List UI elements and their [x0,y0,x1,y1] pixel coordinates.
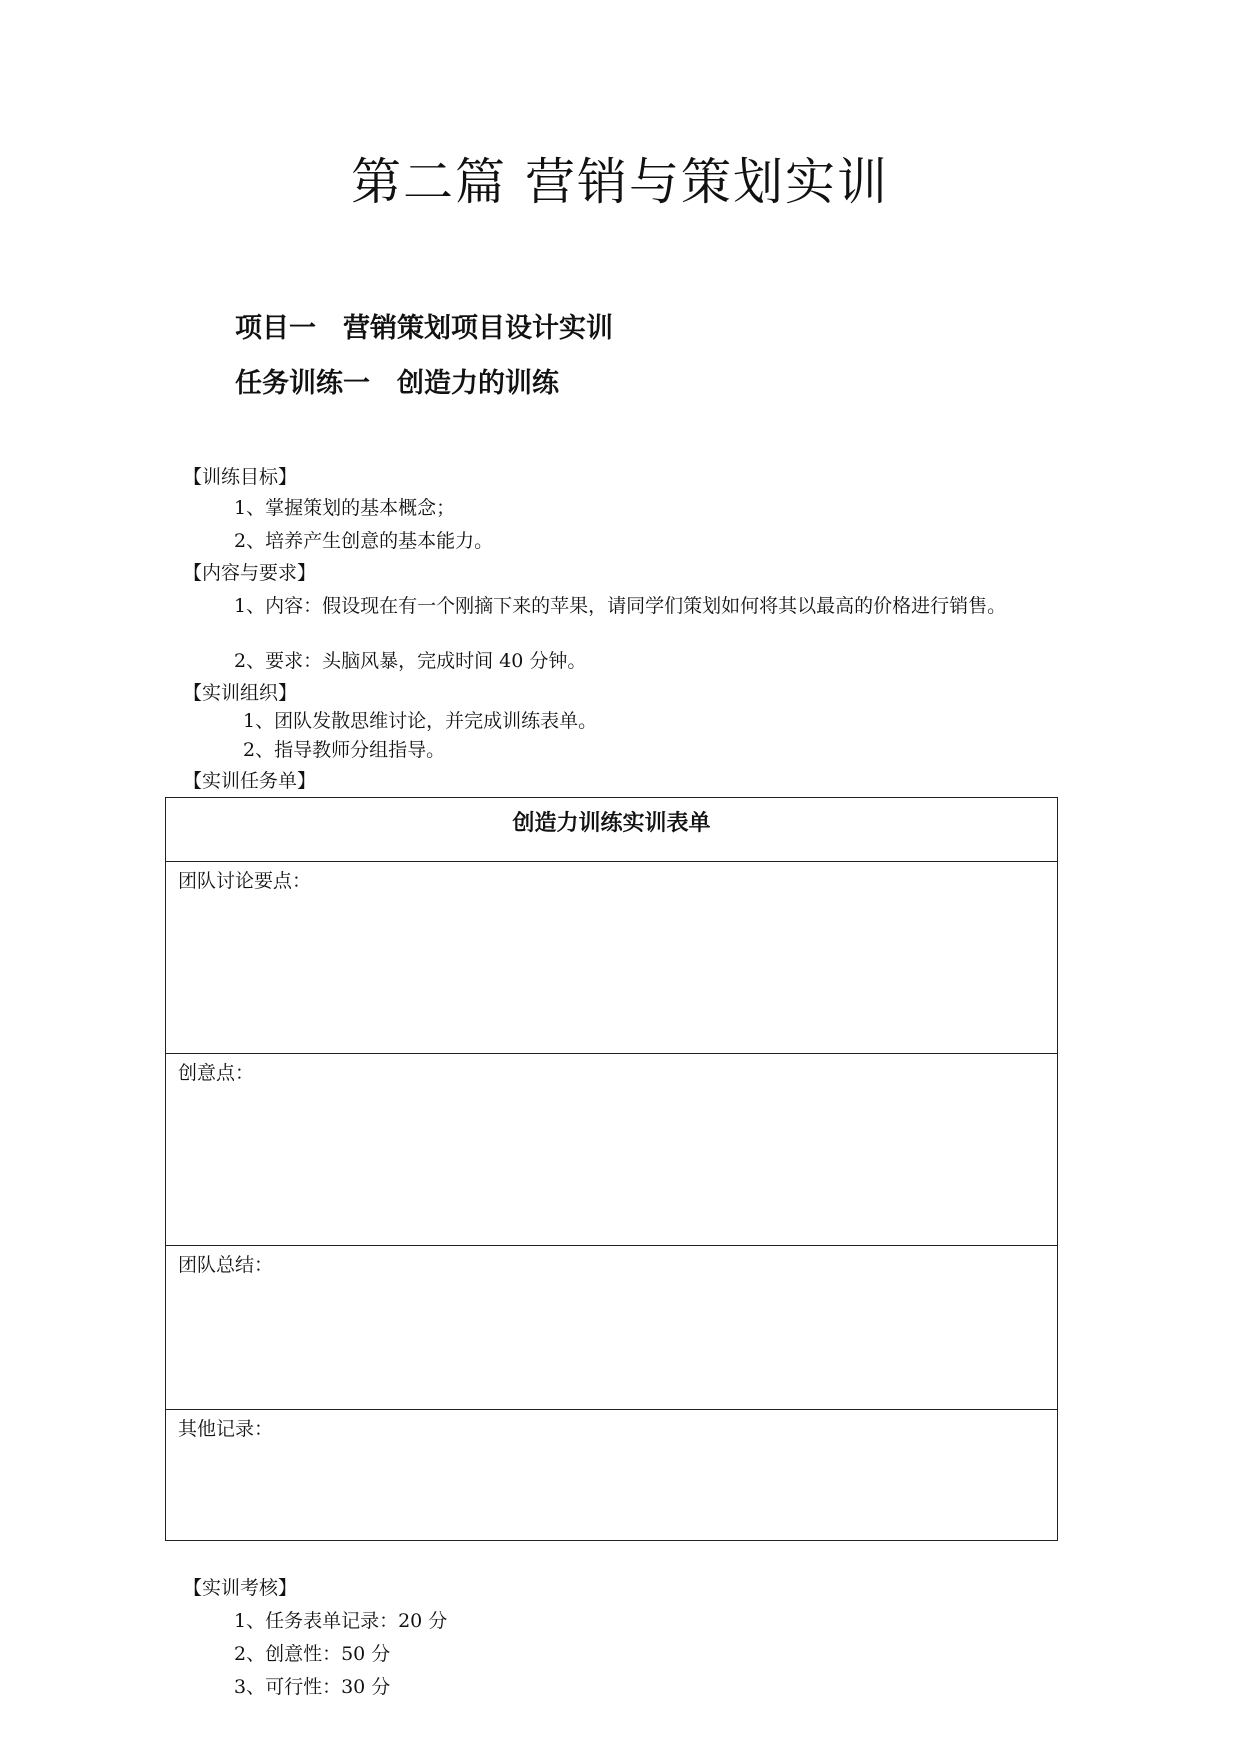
objectives-label: 【训练目标】 [183,466,298,488]
form-field-other-label: 其他记录： [178,1418,274,1440]
task-heading: 任务训练一 创造力的训练 [235,368,559,399]
form-row-ideas [166,1054,1057,1246]
form-row-other [166,1410,1057,1540]
form-field-discussion-label: 团队讨论要点： [178,870,312,892]
objective-item-2: 2、培养产生创意的基本能力。 [234,530,494,552]
page-title: 第二篇 营销与策划实训 [351,153,889,211]
project-heading: 项目一 营销策划项目设计实训 [235,313,613,344]
content-item-1: 1、内容：假设现在有一个刚摘下来的苹果，请同学们策划如何将其以最高的价格进行销售。 [234,595,1007,617]
organization-item-2: 2、指导教师分组指导。 [243,739,446,761]
objective-item-1: 1、掌握策划的基本概念； [234,497,456,519]
assessment-item-1: 1、任务表单记录：20 分 [234,1610,448,1632]
form-row-summary [166,1246,1057,1410]
assessment-item-3: 3、可行性：30 分 [234,1676,391,1698]
organization-label: 【实训组织】 [183,682,298,704]
organization-item-1: 1、团队发散思维讨论，并完成训练表单。 [243,710,598,732]
task-sheet-label: 【实训任务单】 [183,770,317,792]
form-row-discussion [166,862,1057,1054]
form-title: 创造力训练实训表单 [512,811,711,836]
form-title-row [166,798,1057,862]
form-field-summary-label: 团队总结： [178,1254,274,1276]
form-field-ideas-label: 创意点： [178,1062,255,1084]
assessment-label: 【实训考核】 [183,1577,298,1599]
content-label: 【内容与要求】 [183,562,317,584]
task-form-table [165,797,1058,1541]
content-item-2: 2、要求：头脑风暴，完成时间 40 分钟。 [234,650,587,672]
assessment-item-2: 2、创意性：50 分 [234,1643,391,1665]
